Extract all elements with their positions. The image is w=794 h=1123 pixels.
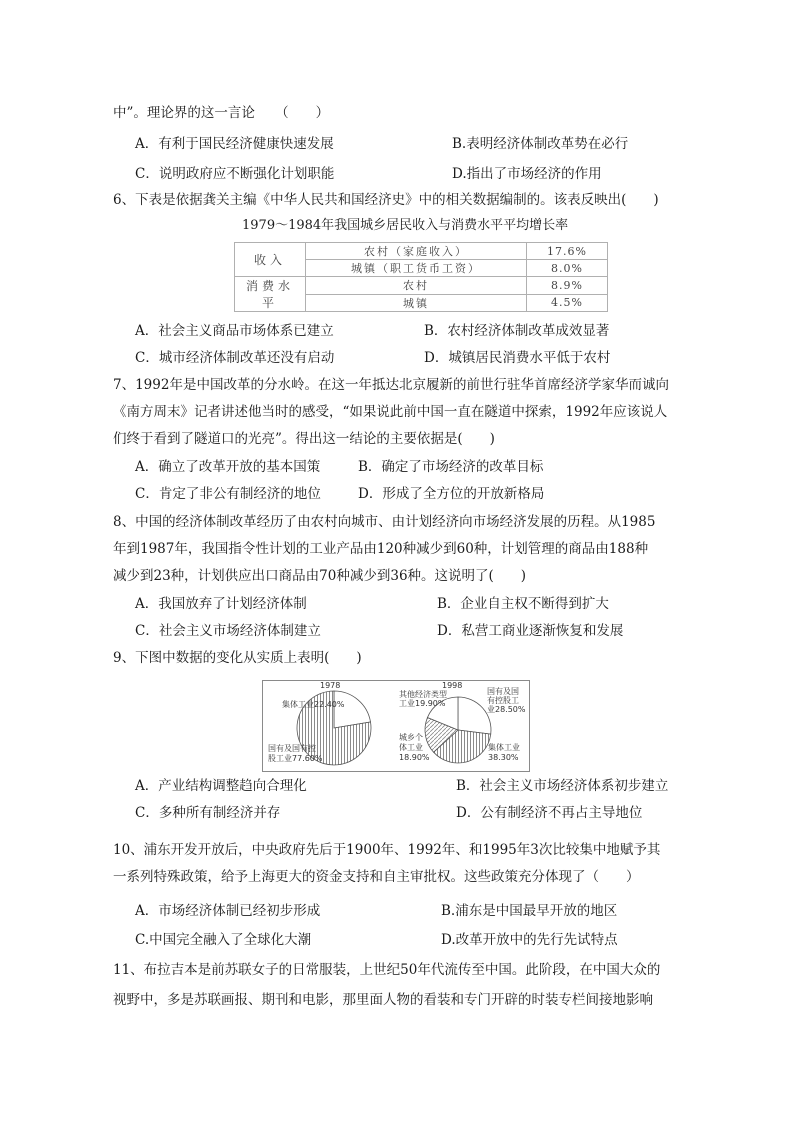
label-1998-collective-line2: 38.30% [488, 753, 519, 762]
q7-option-d[interactable]: D．形成了全方位的开放新格局 [358, 486, 545, 502]
table-cell-value: 4.5% [527, 294, 608, 312]
q7-stem-line-3: 们终于看到了隧道口的光亮”。得出这一结论的主要依据是( ) [113, 431, 495, 447]
q8-option-d[interactable]: D．私营工商业逐渐恢复和发展 [437, 623, 624, 639]
q9-pie-charts [262, 680, 530, 772]
q5-stem-tail: 中”。理论界的这一言论 （ ） [113, 105, 330, 121]
table-cell-item: 城镇（职工货币工资） [306, 260, 527, 277]
q8-stem-line-3: 减少到23种，计划供应出口商品由70种减少到36种。这说明了( ) [113, 568, 527, 584]
q8-stem-line-2: 年到1987年，我国指令性计划的工业产品由120种减少到60种，计划管理的商品由188种 [113, 541, 649, 557]
q10-option-c[interactable]: C.中国完全融入了全球化大潮 [135, 932, 312, 948]
q5-option-c[interactable]: C．说明政府应不断强化计划职能 [135, 166, 335, 182]
table-cell-item: 农村（家庭收入） [306, 243, 527, 260]
q5-option-d[interactable]: D.指出了市场经济的作用 [452, 166, 602, 182]
q6-stem: 6、下表是依据龚关主编《中华人民共和国经济史》中的相关数据编制的。该表反映出( ) [113, 192, 659, 208]
label-1978-state-line1: 国有及国有控 [268, 744, 316, 753]
label-1998-other-line1: 其他经济类型 [399, 690, 447, 699]
label-1998-state-line1: 国有及国 [487, 687, 519, 696]
q7-option-a[interactable]: A．确立了改革开放的基本国策 [135, 459, 321, 475]
table-cell-value: 17.6% [527, 243, 608, 260]
label-1998-township-line3: 18.90% [399, 753, 430, 762]
q8-option-b[interactable]: B．企业自主权不断得到扩大 [437, 596, 609, 612]
q6-data-table [234, 242, 608, 312]
q7-option-c[interactable]: C．肯定了非公有制经济的地位 [135, 486, 321, 502]
year-1978-label: 1978 [320, 681, 341, 690]
label-1998-state-line2: 有控股工 [487, 696, 519, 705]
label-1998-other-line2: 工业19.90% [399, 699, 446, 708]
consumption-row-header: 消费水平 [235, 277, 306, 312]
income-row-header: 收入 [235, 243, 306, 277]
q6-option-a[interactable]: A．社会主义商品市场体系已建立 [135, 323, 334, 339]
q10-stem-line-2: 一系列特殊政策，给予上海更大的资金支持和自主审批权。这些政策充分体现了（ ） [113, 869, 640, 885]
q11-stem-line-2: 视野中，多是苏联画报、期刊和电影，那里面人物的看装和专门开辟的时装专栏间接地影响 [113, 992, 653, 1008]
table-cell-item: 农村 [306, 277, 527, 295]
q7-stem-line-1: 7、1992年是中国改革的分水岭。在这一年抵达北京履新的前世行驻华首席经济学家华而诚向 [113, 377, 669, 393]
q5-option-a[interactable]: A．有利于国民经济健康快速发展 [135, 136, 334, 152]
label-1978-state-line2: 股工业77.60% [268, 754, 323, 763]
q10-option-d[interactable]: D.改革开放中的先行先试特点 [441, 932, 618, 948]
q6-option-b[interactable]: B．农村经济体制改革成效显著 [424, 323, 610, 339]
q9-option-b[interactable]: B．社会主义市场经济体系初步建立 [456, 778, 669, 794]
q9-option-c[interactable]: C．多种所有制经济并存 [135, 805, 281, 821]
q7-stem-line-2: 《南方周末》记者讲述他当时的感受，“如果说此前中国一直在隧道中探索，1992年应该说人 [113, 404, 668, 420]
q6-option-c[interactable]: C．城市经济体制改革还没有启动 [135, 350, 335, 366]
q10-option-b[interactable]: B.浦东是中国最早开放的地区 [441, 903, 618, 919]
q10-option-a[interactable]: A．市场经济体制已经初步形成 [135, 903, 321, 919]
q7-option-b[interactable]: B．确定了市场经济的改革目标 [358, 459, 544, 475]
table-cell-item: 城镇 [306, 294, 527, 312]
table-cell-value: 8.9% [527, 277, 608, 295]
label-1998-township-line1: 城乡个 [399, 733, 423, 742]
q10-stem-line-1: 10、浦东开发开放后，中央政府先后于1900年、1992年、和1995年3次比较集中地赋予其 [113, 842, 661, 858]
q5-option-b[interactable]: B.表明经济体制改革势在必行 [452, 136, 629, 152]
table-cell-value: 8.0% [527, 260, 608, 277]
q8-stem-line-1: 8、中国的经济体制改革经历了由农村向城市、由计划经济向市场经济发展的历程。从1985 [113, 514, 656, 530]
label-1998-township-line2: 体工业 [399, 743, 423, 752]
q9-option-d[interactable]: D．公有制经济不再占主导地位 [456, 805, 643, 821]
q8-option-c[interactable]: C．社会主义市场经济体制建立 [135, 623, 321, 639]
year-1998-label: 1998 [442, 681, 463, 690]
label-1978-collective: 集体工业22.40% [282, 700, 345, 709]
q8-option-a[interactable]: A．我国放弃了计划经济体制 [135, 596, 307, 612]
label-1998-state-line3: 业28.50% [487, 705, 526, 714]
label-1998-collective-line1: 集体工业 [488, 743, 520, 752]
q9-stem: 9、下图中数据的变化从实质上表明( ) [113, 650, 362, 666]
q9-option-a[interactable]: A．产业结构调整趋向合理化 [135, 778, 307, 794]
q6-table-title: 1979～1984年我国城乡居民收入与消费水平平均增长率 [242, 218, 569, 233]
q11-stem-line-1: 11、布拉吉本是前苏联女子的日常服装，上世纪50年代流传至中国。此阶段，在中国大众的 [113, 962, 661, 978]
q6-option-d[interactable]: D．城镇居民消费水平低于农村 [424, 350, 611, 366]
